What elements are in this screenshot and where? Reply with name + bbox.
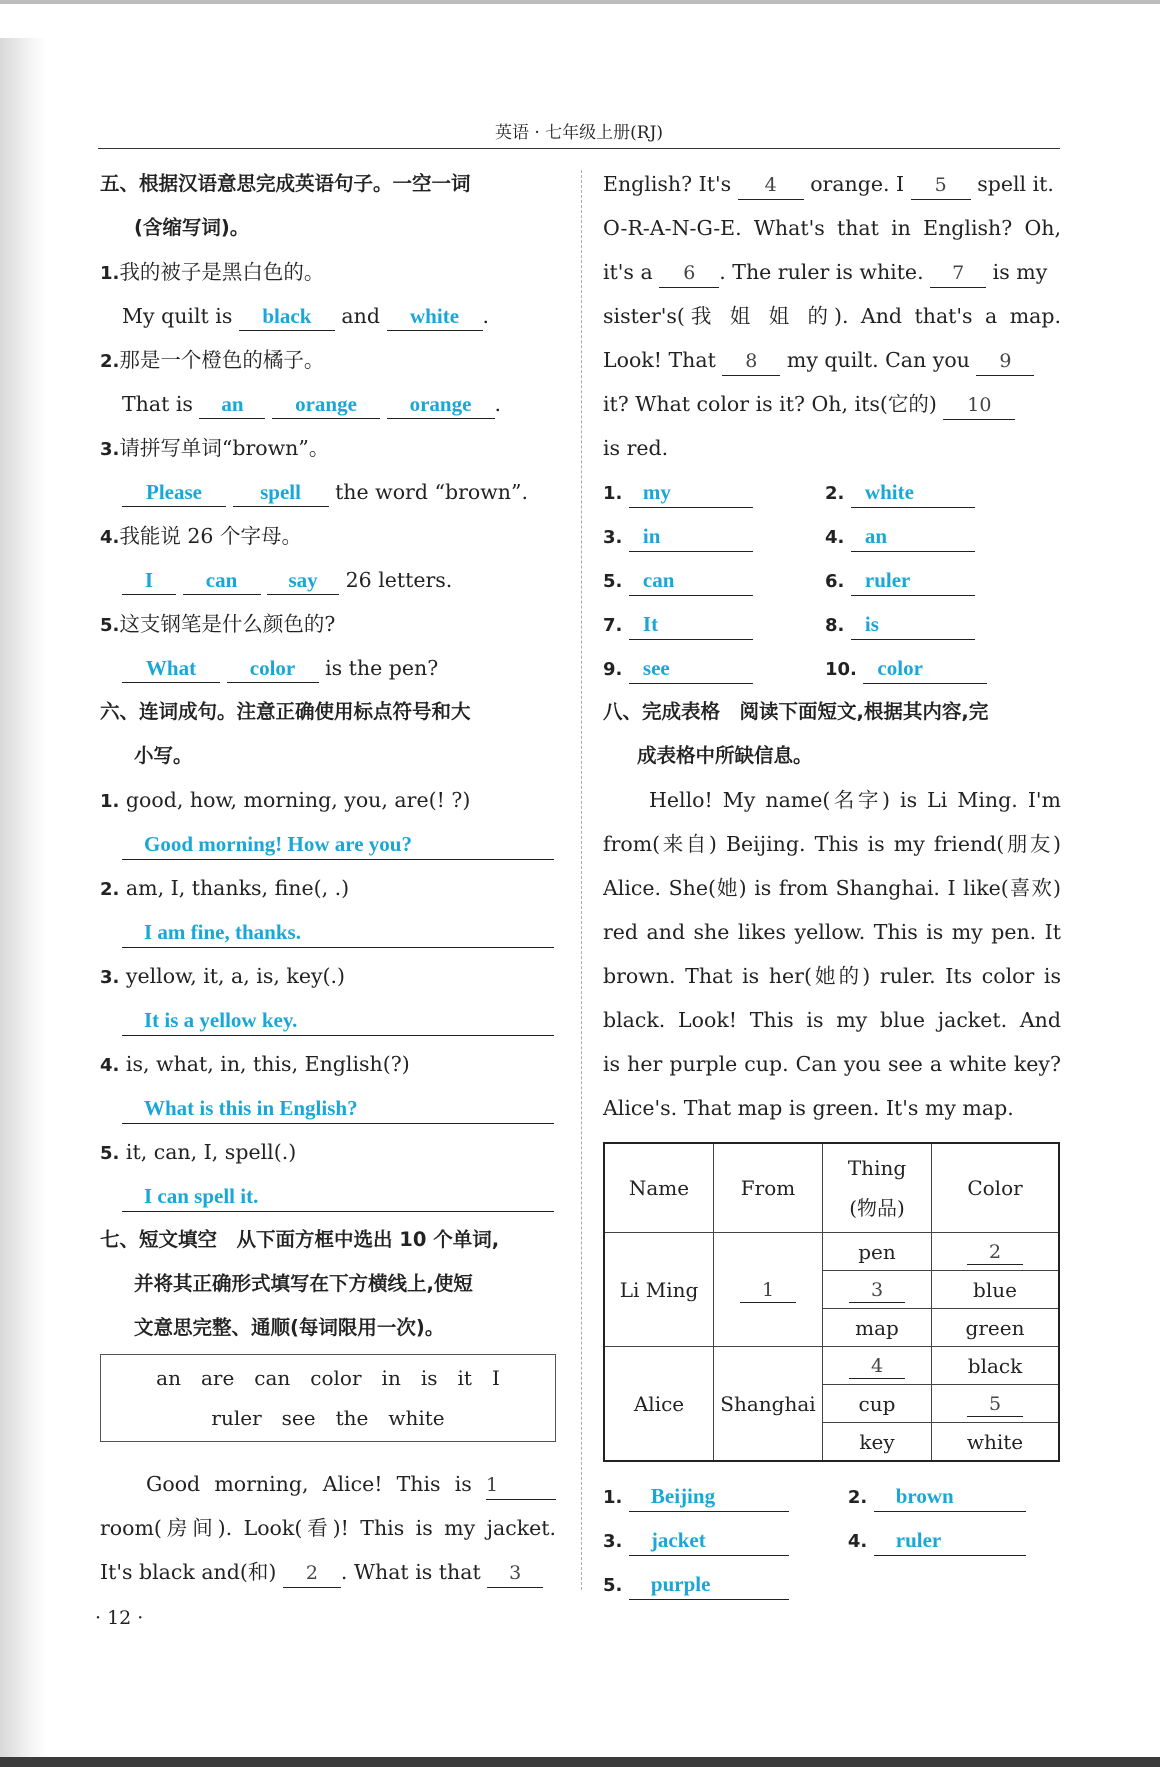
q-number: 2. <box>100 879 120 900</box>
sec8-answer-row <box>603 1562 1061 1606</box>
answer: color <box>249 656 296 680</box>
sec6-a5 <box>100 1174 556 1218</box>
text: . The ruler is white. <box>719 260 924 284</box>
word: in <box>381 1366 401 1390</box>
text: it? What color is it? Oh, its(它的) <box>603 392 937 416</box>
answer-item <box>848 1474 1061 1518</box>
answer-item <box>825 646 1047 690</box>
sec5-q1 <box>100 250 556 294</box>
table-blank: 5 <box>967 1392 1023 1417</box>
answer: an <box>864 524 888 548</box>
answer-line <box>629 609 753 640</box>
sec5-q2-line <box>100 382 556 426</box>
a-number: 5. <box>603 571 623 592</box>
text: English? It's <box>603 172 732 196</box>
text: . <box>482 304 490 328</box>
answer: white <box>864 480 914 504</box>
answer-item <box>825 514 1047 558</box>
answer: my <box>642 480 671 504</box>
word: color <box>310 1366 362 1390</box>
table-blank: 3 <box>849 1278 905 1303</box>
sec6-a2 <box>100 910 556 954</box>
q-chinese: 那是一个橙色的橘子。 <box>119 348 325 372</box>
table-blank: 2 <box>967 1240 1023 1265</box>
left-column <box>100 162 556 1594</box>
table-row <box>604 1347 1059 1385</box>
q-number: 3. <box>100 967 120 988</box>
answer: jacket <box>650 1528 706 1552</box>
answer: Beijing <box>650 1484 716 1508</box>
passage-line: room(房间). Look(看)! This is my jacket. <box>100 1516 556 1540</box>
cell-color <box>932 1385 1060 1423</box>
sec6-q2 <box>100 866 556 910</box>
cell-from <box>714 1233 823 1347</box>
table-row <box>604 1233 1059 1271</box>
q-number: 4. <box>100 1055 120 1076</box>
a-number: 5. <box>603 1575 623 1596</box>
answer: purple <box>650 1572 711 1596</box>
answer: spell <box>260 480 301 504</box>
cell-color: green <box>932 1309 1060 1347</box>
answer: an <box>221 392 244 416</box>
table-blank: 1 <box>740 1278 796 1303</box>
sec5-q5-line <box>100 646 556 690</box>
text: . <box>494 392 502 416</box>
q-number: 3. <box>100 439 120 460</box>
passage-line: Hello! My name(名字) is Li Ming. I'm <box>649 788 1061 812</box>
answer-blank <box>122 566 176 595</box>
word: can <box>254 1366 291 1390</box>
a-number: 2. <box>847 1487 868 1508</box>
sec5-q3-line <box>100 470 556 514</box>
sec8-answer-row <box>603 1474 1061 1518</box>
a-number: 2. <box>825 483 845 504</box>
a-number: 1. <box>603 483 623 504</box>
q-words: is, what, in, this, English(?) <box>125 1052 410 1076</box>
sec6-q4 <box>100 1042 556 1086</box>
sec7-answer-row <box>603 558 1061 602</box>
answer-blank <box>387 390 495 419</box>
answer-line <box>122 1181 554 1212</box>
passage-blank: 1 <box>486 1471 556 1500</box>
answer-line <box>629 565 753 596</box>
word-box-row <box>146 1358 510 1398</box>
table-header-row <box>604 1143 1059 1233</box>
cell-thing <box>823 1347 932 1385</box>
header-from: From <box>714 1143 823 1233</box>
sec6-q1 <box>100 778 556 822</box>
answer: It is a yellow key. <box>144 1008 298 1032</box>
page-fold-shadow <box>0 38 48 1767</box>
passage-blank: 2 <box>283 1559 341 1588</box>
word: see <box>281 1406 316 1430</box>
passage-line: from(来自) Beijing. This is my friend(朋友) <box>603 832 1061 856</box>
word-box-row <box>201 1398 454 1438</box>
cell-thing: pen <box>823 1233 932 1271</box>
q-number: 5. <box>100 1143 120 1164</box>
text: Thing <box>847 1156 907 1180</box>
answer-item <box>603 1474 848 1518</box>
passage-line: is her purple cup. Can you see a white key? <box>603 1052 1061 1076</box>
text: the word “brown”. <box>335 480 528 504</box>
answer-blank <box>122 478 226 507</box>
word: white <box>388 1406 445 1430</box>
answer-line <box>851 477 975 508</box>
passage-line <box>603 338 1061 382</box>
a-number: 4. <box>847 1531 868 1552</box>
cell-thing: key <box>823 1423 932 1462</box>
text: my quilt. Can you <box>786 348 970 372</box>
answer: What is this in English? <box>144 1096 358 1120</box>
answer-line <box>851 565 975 596</box>
a-number: 4. <box>825 527 845 548</box>
bottom-edge-bar <box>0 1757 1160 1767</box>
text: and <box>341 304 380 328</box>
passage-line <box>603 382 1061 426</box>
sec7-title-cont2: 文意思完整、通顺(每词限用一次)。 <box>134 1316 445 1339</box>
answer-blank <box>387 302 483 331</box>
passage-blank: 5 <box>911 171 971 200</box>
q-number: 4. <box>100 527 120 548</box>
cell-thing <box>823 1271 932 1309</box>
sec6-q5 <box>100 1130 556 1174</box>
cell-color <box>932 1233 1060 1271</box>
cell-from: Shanghai <box>714 1347 823 1462</box>
sec5-title-cont: (含缩写词)。 <box>134 216 250 239</box>
sec7-answer-row <box>603 514 1061 558</box>
answer: Please <box>146 480 202 504</box>
sec6-a4 <box>100 1086 556 1130</box>
text: . What is that <box>340 1560 481 1584</box>
a-number: 1. <box>603 1487 623 1508</box>
answer: white <box>410 304 460 328</box>
answer: ruler <box>895 1528 942 1552</box>
answer-line <box>122 1093 554 1124</box>
right-column <box>603 162 1061 1606</box>
a-number: 3. <box>603 1531 623 1552</box>
q-words: it, can, I, spell(.) <box>125 1140 297 1164</box>
text: it's a <box>603 260 653 284</box>
word-box <box>100 1354 556 1442</box>
answer-line <box>122 829 554 860</box>
sec6-title-cont: 小写。 <box>134 744 193 767</box>
a-number: 10. <box>825 659 857 680</box>
sec5-q3 <box>100 426 556 470</box>
passage-blank: 8 <box>722 347 780 376</box>
answer: can <box>205 568 238 592</box>
a-number: 6. <box>825 571 845 592</box>
q-chinese: 请拼写单词“brown”。 <box>119 436 330 460</box>
passage-line: Alice. She(她) is from Shanghai. I like(喜欢) <box>603 876 1061 900</box>
answer: color <box>877 656 923 680</box>
q-number: 1. <box>100 791 120 812</box>
q-words: yellow, it, a, is, key(.) <box>125 964 346 988</box>
text: That is <box>122 392 193 416</box>
answer-line <box>629 1525 789 1556</box>
page-number: · 12 · <box>95 1607 144 1629</box>
passage-line: is red. <box>603 436 669 460</box>
answer: I <box>144 568 154 592</box>
answer-line <box>122 917 554 948</box>
sec5-title: 五、根据汉语意思完成英语句子。一空一词 <box>100 172 471 195</box>
q-number: 5. <box>100 615 120 636</box>
sec8-answer-row <box>603 1518 1061 1562</box>
word: is <box>420 1366 438 1390</box>
header-thing <box>823 1143 932 1233</box>
answer-line <box>851 609 975 640</box>
answer-blank <box>183 566 261 595</box>
answer: orange <box>295 392 357 416</box>
sec6-a1 <box>100 822 556 866</box>
page-header: 英语 · 七年级上册(RJ) <box>494 123 664 143</box>
sec6-q3 <box>100 954 556 998</box>
answer: Good morning! How are you? <box>144 832 412 856</box>
passage-line: O-R-A-N-G-E. What's that in English? Oh, <box>603 216 1061 240</box>
answer-blank <box>272 390 380 419</box>
q-chinese: 这支钢笔是什么颜色的? <box>119 612 336 636</box>
answer-line <box>629 521 753 552</box>
answer-item <box>603 1518 848 1562</box>
answer-item <box>825 558 1047 602</box>
word: are <box>200 1366 235 1390</box>
answer-item <box>603 558 825 602</box>
answer-item <box>603 1562 858 1606</box>
cell-name: Alice <box>604 1347 714 1462</box>
answer-blank <box>227 654 319 683</box>
header-color: Color <box>932 1143 1060 1233</box>
answer-line <box>629 1481 789 1512</box>
passage-line: sister's(我 姐 姐 的). And that's a map. <box>603 304 1061 328</box>
cell-name: Li Ming <box>604 1233 714 1347</box>
table-blank: 4 <box>849 1354 905 1379</box>
word: I <box>491 1366 500 1390</box>
sec5-q4 <box>100 514 556 558</box>
sec5-q1-line <box>100 294 556 338</box>
text: spell it. <box>977 172 1054 196</box>
sec7-title-cont: 并将其正确形式填写在下方横线上,使短 <box>134 1272 473 1295</box>
answer-line <box>874 1525 1026 1556</box>
answer-item <box>603 514 825 558</box>
text: Look! That <box>603 348 716 372</box>
answer-blank <box>267 566 339 595</box>
passage-line <box>603 162 1061 206</box>
q-number: 2. <box>100 351 120 372</box>
sec7-title: 七、短文填空 从下面方框中选出 10 个单词, <box>100 1228 500 1251</box>
passage-blank: 10 <box>943 391 1015 420</box>
passage-blank: 6 <box>659 259 719 288</box>
answer-blank <box>233 478 329 507</box>
answer-item <box>603 646 825 690</box>
passage-line: brown. That is her(她的) ruler. Its color is <box>603 964 1061 988</box>
answer: It <box>642 612 659 636</box>
passage-line <box>100 1462 556 1506</box>
cell-thing: cup <box>823 1385 932 1423</box>
sec7-answer-row <box>603 602 1061 646</box>
text: is the pen? <box>325 656 439 680</box>
answer-blank <box>199 390 265 419</box>
sec8-title-cont: 成表格中所缺信息。 <box>637 744 813 767</box>
answer: What <box>145 656 197 680</box>
sec6-title: 六、连词成句。注意正确使用标点符号和大 <box>100 700 471 723</box>
sec7-answer-row <box>603 646 1061 690</box>
a-number: 9. <box>603 659 623 680</box>
text: It's black and(和) <box>100 1560 277 1584</box>
passage-line: black. Look! This is my blue jacket. And <box>603 1008 1061 1032</box>
word: an <box>156 1366 181 1390</box>
passage-blank: 3 <box>487 1559 543 1588</box>
sec5-q5 <box>100 602 556 646</box>
answer: in <box>642 524 661 548</box>
answer: orange <box>409 392 472 416</box>
answer-line <box>629 477 753 508</box>
header-rule <box>98 148 1060 149</box>
answer: I can spell it. <box>144 1184 259 1208</box>
passage-line: red and she likes yellow. This is my pen. It <box>603 920 1061 944</box>
answer-item <box>603 602 825 646</box>
answer: say <box>288 568 318 592</box>
answer-line <box>629 1569 789 1600</box>
a-number: 8. <box>825 615 845 636</box>
word: the <box>335 1406 369 1430</box>
answer-blank <box>239 302 335 331</box>
answer-item <box>825 470 1047 514</box>
q-chinese: 我能说 26 个字母。 <box>119 524 302 548</box>
answer-line <box>874 1481 1026 1512</box>
text: My quilt is <box>122 304 233 328</box>
answer: is <box>864 612 879 636</box>
answer-blank <box>122 654 220 683</box>
answer-line <box>122 1005 554 1036</box>
passage-line: Alice's. That map is green. It's my map. <box>603 1096 1014 1120</box>
answer-line <box>863 653 987 684</box>
answer: ruler <box>864 568 911 592</box>
passage-blank: 4 <box>738 171 804 200</box>
q-words: am, I, thanks, fine(, .) <box>125 876 350 900</box>
a-number: 7. <box>603 615 623 636</box>
sec7-answer-row <box>603 470 1061 514</box>
q-words: good, how, morning, you, are(! ?) <box>125 788 471 812</box>
answer-item <box>825 602 1047 646</box>
header-name: Name <box>604 1143 714 1233</box>
top-edge-line <box>0 0 1160 4</box>
answer-line <box>629 653 753 684</box>
passage-blank: 7 <box>930 259 986 288</box>
passage-blank: 9 <box>976 347 1034 376</box>
answer: black <box>262 304 312 328</box>
answer: brown <box>895 1484 954 1508</box>
text: (物品) <box>849 1196 905 1220</box>
a-number: 3. <box>603 527 623 548</box>
column-divider <box>581 170 582 1590</box>
sec8-title: 八、完成表格 阅读下面短文,根据其内容,完 <box>603 700 989 723</box>
passage-line <box>603 250 1061 294</box>
answer: see <box>642 656 670 680</box>
cell-thing: map <box>823 1309 932 1347</box>
word: ruler <box>211 1406 262 1430</box>
answer-item <box>848 1518 1061 1562</box>
answer-line <box>851 521 975 552</box>
answer: I am fine, thanks. <box>144 920 301 944</box>
q-chinese: 我的被子是黑白色的。 <box>119 260 325 284</box>
sec5-q4-line <box>100 558 556 602</box>
cell-color: black <box>932 1347 1060 1385</box>
passage-line <box>100 1550 556 1594</box>
text: 26 letters. <box>345 568 453 592</box>
answer: can <box>642 568 675 592</box>
sec5-q2 <box>100 338 556 382</box>
text: is my <box>992 260 1048 284</box>
sec6-a3 <box>100 998 556 1042</box>
answer-item <box>603 470 825 514</box>
cell-color: white <box>932 1423 1060 1462</box>
q-number: 1. <box>100 263 120 284</box>
text: orange. I <box>810 172 905 196</box>
info-table <box>603 1142 1060 1462</box>
word: it <box>457 1366 472 1390</box>
text: Good morning, Alice! This is <box>146 1472 472 1496</box>
cell-color: blue <box>932 1271 1060 1309</box>
